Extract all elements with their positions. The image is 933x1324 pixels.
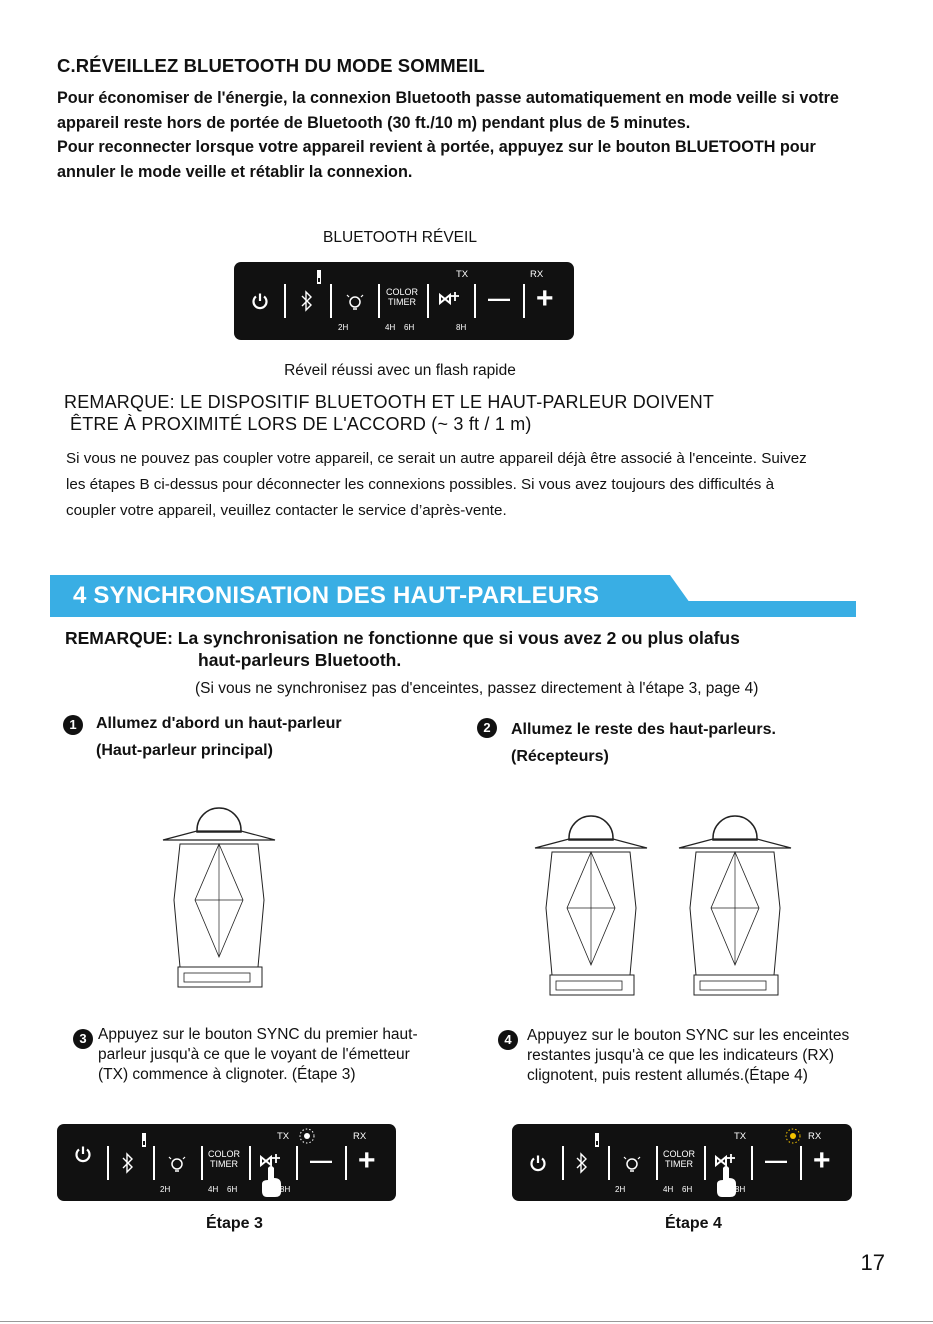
step-1-number: 1 <box>63 715 83 735</box>
divider <box>330 284 332 318</box>
step-2-line-1: Allumez le reste des haut-parleurs. <box>511 721 776 738</box>
step-1-text <box>96 710 342 764</box>
light-bulb-icon[interactable] <box>621 1152 643 1176</box>
note-heading <box>64 391 714 435</box>
divider <box>345 1146 347 1180</box>
rx-label: RX <box>530 269 544 280</box>
timer-label: TIMER <box>388 297 416 307</box>
timer-8h-label: 8H <box>456 323 467 332</box>
step-1-line-2: (Haut-parleur principal) <box>96 742 273 759</box>
rx-blinking-indicator-icon <box>784 1127 802 1145</box>
divider <box>296 1146 298 1180</box>
timer-2h-label: 2H <box>615 1185 626 1194</box>
speaker-lantern-illustration <box>532 790 650 1000</box>
timer-4h-label: 4H <box>663 1185 674 1194</box>
step-4-text: Appuyez sur le bouton SYNC sur les enceintes restantes jusqu'à ce que les indicateurs (RX) clignotent, puis restent allumés.(Étape 4) <box>527 1027 850 1084</box>
step-2-number: 2 <box>477 718 497 738</box>
etape-3-caption: Étape 3 <box>206 1215 263 1232</box>
power-icon[interactable] <box>251 292 269 310</box>
divider <box>800 1146 802 1180</box>
volume-down-button[interactable]: — <box>310 1148 332 1173</box>
divider <box>284 284 286 318</box>
indicator-light-icon <box>316 270 322 286</box>
panel-caption: BLUETOOTH RÉVEIL <box>323 229 477 246</box>
remark-line-3: (Si vous ne synchronisez pas d'enceintes, passez directement à l'étape 3, page 4) <box>195 680 759 697</box>
step-1-line-1: Allumez d'abord un haut-parleur <box>96 715 342 732</box>
bluetooth-icon[interactable] <box>300 289 314 313</box>
note-heading-line-2: ÊTRE À PROXIMITÉ LORS DE L'ACCORD (~ 3 ft / 1 m) <box>70 414 532 434</box>
divider <box>249 1146 251 1180</box>
color-label: COLOR <box>662 1149 695 1159</box>
light-bulb-icon[interactable] <box>166 1152 188 1176</box>
timer-8h-label: 8H <box>735 1185 746 1194</box>
divider <box>656 1146 658 1180</box>
control-panel-step-3 <box>57 1124 396 1201</box>
volume-down-button[interactable]: — <box>765 1148 787 1173</box>
step-2-line-2: (Récepteurs) <box>511 748 609 765</box>
rx-label: RX <box>353 1131 367 1142</box>
timer-4h-label: 4H <box>208 1185 219 1194</box>
divider <box>201 1146 203 1180</box>
timer-4h-label: 4H <box>385 323 396 332</box>
timer-6h-label: 6H <box>227 1185 238 1194</box>
rx-label: RX <box>808 1131 822 1142</box>
divider <box>378 284 380 318</box>
color-label: COLOR <box>385 287 418 297</box>
intro-text <box>57 86 847 184</box>
divider <box>153 1146 155 1180</box>
page-number: 17 <box>860 1250 885 1275</box>
volume-up-button[interactable]: + <box>813 1144 831 1177</box>
tx-label: TX <box>456 269 469 280</box>
note-heading-line-1: REMARQUE: LE DISPOSITIF BLUETOOTH ET LE HAUT-PARLEUR DOIVENT <box>64 392 715 412</box>
color-timer-button[interactable] <box>204 1149 244 1169</box>
color-timer-button[interactable] <box>659 1149 699 1169</box>
remark-line-2: haut-parleurs Bluetooth. <box>198 650 402 670</box>
tx-blinking-indicator-icon <box>298 1127 316 1145</box>
speaker-lantern-illustration <box>160 782 278 992</box>
remark-line-1: REMARQUE: La synchronisation ne fonctionne que si vous avez 2 ou plus olafus <box>65 628 740 648</box>
tx-label: TX <box>734 1131 747 1142</box>
divider <box>427 284 429 318</box>
power-icon[interactable] <box>74 1145 92 1163</box>
step-3-number: 3 <box>73 1029 93 1049</box>
color-label: COLOR <box>207 1149 240 1159</box>
step-4-number: 4 <box>498 1030 518 1050</box>
divider <box>474 284 476 318</box>
timer-label: TIMER <box>665 1159 693 1169</box>
divider <box>562 1146 564 1180</box>
indicator-light-icon <box>594 1133 600 1149</box>
divider <box>751 1146 753 1180</box>
volume-up-button[interactable]: + <box>536 282 554 315</box>
step-2-text <box>511 716 776 770</box>
volume-up-button[interactable]: + <box>358 1144 376 1177</box>
intro-paragraph-1: Pour économiser de l'énergie, la connexion Bluetooth passe automatiquement en mode veille si votre appareil reste hors de portée de Bluetooth (30 ft./10 m) pendant plus de 5 minutes. <box>57 89 839 132</box>
divider <box>704 1146 706 1180</box>
step-3-text: Appuyez sur le bouton SYNC du premier haut-parleur jusqu'à ce que le voyant de l'émetteur (TX) commence à clignoter. (Étape 3) <box>98 1026 418 1083</box>
panel-subcaption: Réveil réussi avec un flash rapide <box>284 362 516 379</box>
bluetooth-icon[interactable] <box>121 1151 135 1175</box>
divider <box>107 1146 109 1180</box>
bluetooth-icon[interactable] <box>575 1151 589 1175</box>
speaker-lantern-illustration <box>676 790 794 1000</box>
timer-8h-label: 8H <box>280 1185 291 1194</box>
timer-6h-label: 6H <box>404 323 415 332</box>
tx-label: TX <box>277 1131 290 1142</box>
control-panel-wake <box>234 262 574 340</box>
volume-down-button[interactable]: — <box>488 286 510 311</box>
divider <box>523 284 525 318</box>
page-bottom-rule <box>0 1321 933 1322</box>
etape-4-caption: Étape 4 <box>665 1215 722 1232</box>
timer-2h-label: 2H <box>338 323 349 332</box>
color-timer-button[interactable] <box>382 287 422 307</box>
section-title: C.RÉVEILLEZ BLUETOOTH DU MODE SOMMEIL <box>57 55 485 76</box>
indicator-light-icon <box>141 1133 147 1149</box>
section-banner-title: 4 SYNCHRONISATION DES HAUT-PARLEURS <box>73 582 600 609</box>
note-body: Si vous ne pouvez pas coupler votre appareil, ce serait un autre appareil déjà être associé à l'enceinte. Suivez les étapes B ci-dessus pour déconnecter les connexions possibles. Si vous avez toujours des difficultés à coupler votre appareil, veuillez contacter le service d’après-vente. <box>66 450 807 519</box>
timer-label: TIMER <box>210 1159 238 1169</box>
timer-2h-label: 2H <box>160 1185 171 1194</box>
timer-6h-label: 6H <box>682 1185 693 1194</box>
light-bulb-icon[interactable] <box>344 290 366 314</box>
control-panel-step-4 <box>512 1124 852 1201</box>
intro-paragraph-2: Pour reconnecter lorsque votre appareil revient à portée, appuyez sur le bouton BLUETOOTH pour annuler le mode veille et rétablir la connexion. <box>57 138 816 181</box>
sync-icon[interactable] <box>438 289 462 311</box>
power-icon[interactable] <box>529 1154 547 1172</box>
divider <box>608 1146 610 1180</box>
